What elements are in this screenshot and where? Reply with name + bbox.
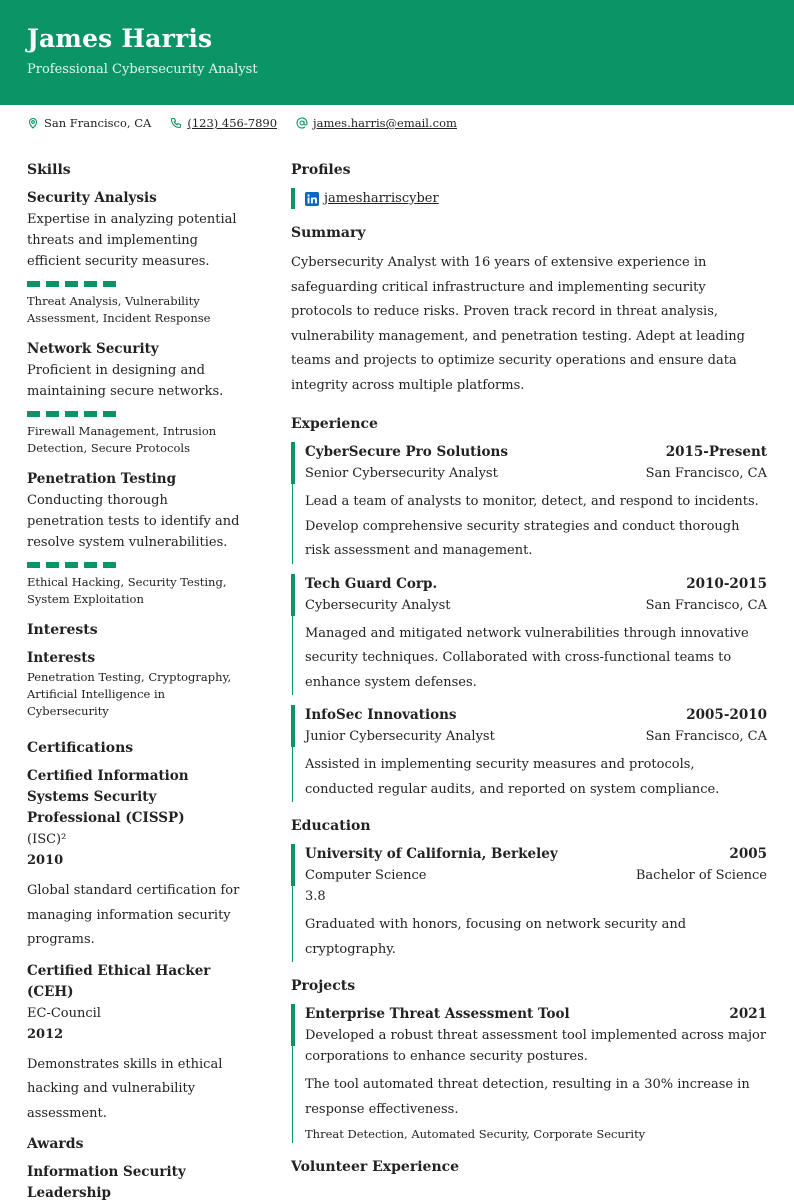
awards-heading: Awards bbox=[27, 1136, 84, 1152]
phone-link[interactable]: (123) 456-7890 bbox=[187, 116, 278, 130]
project-item bbox=[291, 1004, 767, 1143]
summary-heading: Summary bbox=[291, 225, 366, 241]
education-item bbox=[291, 844, 767, 962]
experience-item bbox=[291, 574, 767, 696]
study-area: Computer Science bbox=[305, 868, 427, 883]
experience-location: San Francisco, CA bbox=[645, 729, 767, 744]
phone-icon bbox=[170, 117, 182, 129]
experience-location: San Francisco, CA bbox=[645, 597, 767, 613]
contact-phone[interactable] bbox=[170, 116, 277, 130]
candidate-name: James Harris bbox=[27, 24, 213, 53]
profile-linkedin[interactable] bbox=[291, 188, 767, 209]
linkedin-icon bbox=[305, 192, 319, 206]
certification-date: 2010 bbox=[27, 853, 64, 868]
experience-description: Assisted in implementing security measures and protocols, conducted regular audits, and reported on system compliance. bbox=[305, 757, 720, 797]
company-name: InfoSec Innovations bbox=[305, 707, 457, 723]
volunteer-heading: Volunteer Experience bbox=[291, 1159, 460, 1175]
education-date: 2005 bbox=[729, 846, 767, 862]
gpa-score: 3.8 bbox=[305, 889, 326, 904]
certifications-heading: Certifications bbox=[27, 740, 134, 756]
contact-email[interactable] bbox=[296, 116, 457, 130]
project-description: The tool automated threat detection, resulting in a 30% increase in response effectiveness. bbox=[305, 1077, 750, 1117]
certification-name: Certified Information Systems Security Professional (CISSP) bbox=[27, 768, 189, 826]
experience-dates: 2005-2010 bbox=[686, 707, 767, 723]
email-link[interactable]: james.harris@email.com bbox=[313, 116, 457, 130]
skill-description: Conducting thorough penetration tests to identify and resolve system vulnerabilities. bbox=[27, 493, 240, 550]
skill-item bbox=[27, 469, 247, 608]
skill-level-bar bbox=[27, 281, 247, 287]
interests-heading: Interests bbox=[27, 622, 98, 638]
certification-date: 2012 bbox=[27, 1026, 64, 1042]
experience-location: San Francisco, CA bbox=[645, 466, 767, 481]
right-column bbox=[291, 160, 767, 1185]
company-name: Tech Guard Corp. bbox=[305, 575, 438, 592]
certification-name: Certified Ethical Hacker (CEH) bbox=[27, 962, 211, 1000]
skill-name: Network Security bbox=[27, 341, 159, 357]
experience-description: Lead a team of analysts to monitor, detect, and respond to incidents. Develop comprehensive security strategies and conduct thorough risk assessment and management. bbox=[305, 494, 759, 558]
position-title: Senior Cybersecurity Analyst bbox=[305, 466, 498, 481]
resume-header bbox=[0, 0, 794, 105]
certification-description: Global standard certification for managing information security programs. bbox=[27, 883, 240, 947]
certification-description: Demonstrates skills in ethical hacking and vulnerability assessment. bbox=[27, 1056, 223, 1121]
position-title: Junior Cybersecurity Analyst bbox=[305, 729, 495, 744]
education-description: Graduated with honors, focusing on network security and cryptography. bbox=[305, 917, 687, 957]
certification-item bbox=[27, 961, 247, 1127]
company-name: CyberSecure Pro Solutions bbox=[305, 444, 508, 460]
skills-heading: Skills bbox=[27, 162, 71, 178]
profile-username[interactable]: jamesharriscyber bbox=[324, 191, 439, 206]
experience-item bbox=[291, 442, 767, 564]
education-heading: Education bbox=[291, 818, 371, 834]
projects-heading: Projects bbox=[291, 978, 356, 994]
experience-dates: 2015-Present bbox=[665, 444, 767, 460]
certification-issuer: EC-Council bbox=[27, 1005, 101, 1021]
skill-level-bar bbox=[27, 411, 247, 417]
degree-name: Bachelor of Science bbox=[635, 868, 767, 883]
certification-issuer: (ISC)² bbox=[27, 832, 67, 847]
location-text: San Francisco, CA bbox=[44, 116, 152, 130]
candidate-title: Professional Cybersecurity Analyst bbox=[27, 62, 258, 77]
skill-description: Expertise in analyzing potential threats and implementing efficient security measures. bbox=[27, 212, 237, 269]
project-keywords: Threat Detection, Automated Security, Corporate Security bbox=[305, 1127, 646, 1141]
school-name: University of California, Berkeley bbox=[305, 846, 558, 862]
contact-location bbox=[27, 116, 151, 130]
interest-name: Interests bbox=[27, 650, 96, 666]
experience-description: Managed and mitigated network vulnerabilities through innovative security techniques. Collaborated with cross-functional teams to enhance system defenses. bbox=[305, 625, 749, 690]
skill-description: Proficient in designing and maintaining secure networks. bbox=[27, 363, 224, 399]
certification-item bbox=[27, 766, 247, 953]
skill-keywords: Ethical Hacking, Security Testing, System Exploitation bbox=[27, 575, 227, 606]
award-name: Information Security Leadership bbox=[27, 1164, 186, 1201]
map-pin-icon bbox=[27, 117, 39, 129]
project-name: Enterprise Threat Assessment Tool bbox=[305, 1006, 570, 1022]
profiles-heading: Profiles bbox=[291, 162, 351, 178]
skill-name: Penetration Testing bbox=[27, 471, 177, 487]
position-title: Cybersecurity Analyst bbox=[305, 597, 451, 613]
skill-keywords: Threat Analysis, Vulnerability Assessment, Incident Response bbox=[27, 294, 211, 325]
skill-name: Security Analysis bbox=[27, 190, 157, 206]
left-column bbox=[27, 160, 247, 1204]
skill-item bbox=[27, 339, 247, 457]
project-date: 2021 bbox=[729, 1006, 767, 1022]
skill-item bbox=[27, 188, 247, 327]
skill-keywords: Firewall Management, Intrusion Detection, Secure Protocols bbox=[27, 424, 217, 455]
project-summary: Developed a robust threat assessment tool implemented across major corporations to enhance security postures. bbox=[305, 1028, 767, 1064]
interest-keywords: Penetration Testing, Cryptography, Artificial Intelligence in Cybersecurity bbox=[27, 670, 232, 718]
experience-dates: 2010-2015 bbox=[686, 575, 767, 592]
skill-level-bar bbox=[27, 562, 247, 568]
experience-item bbox=[291, 705, 767, 802]
contact-bar bbox=[27, 116, 476, 130]
experience-heading: Experience bbox=[291, 416, 378, 432]
at-icon bbox=[296, 117, 308, 129]
summary-text: Cybersecurity Analyst with 16 years of extensive experience in safeguarding critical infrastructure and implementing security protocols to reduce risks. Proven track record in threat analysis, vulnerability management, and penetration testing. Adept at leading teams and projects to optimize security operations and ensure data integrity across multiple platforms. bbox=[291, 255, 745, 393]
